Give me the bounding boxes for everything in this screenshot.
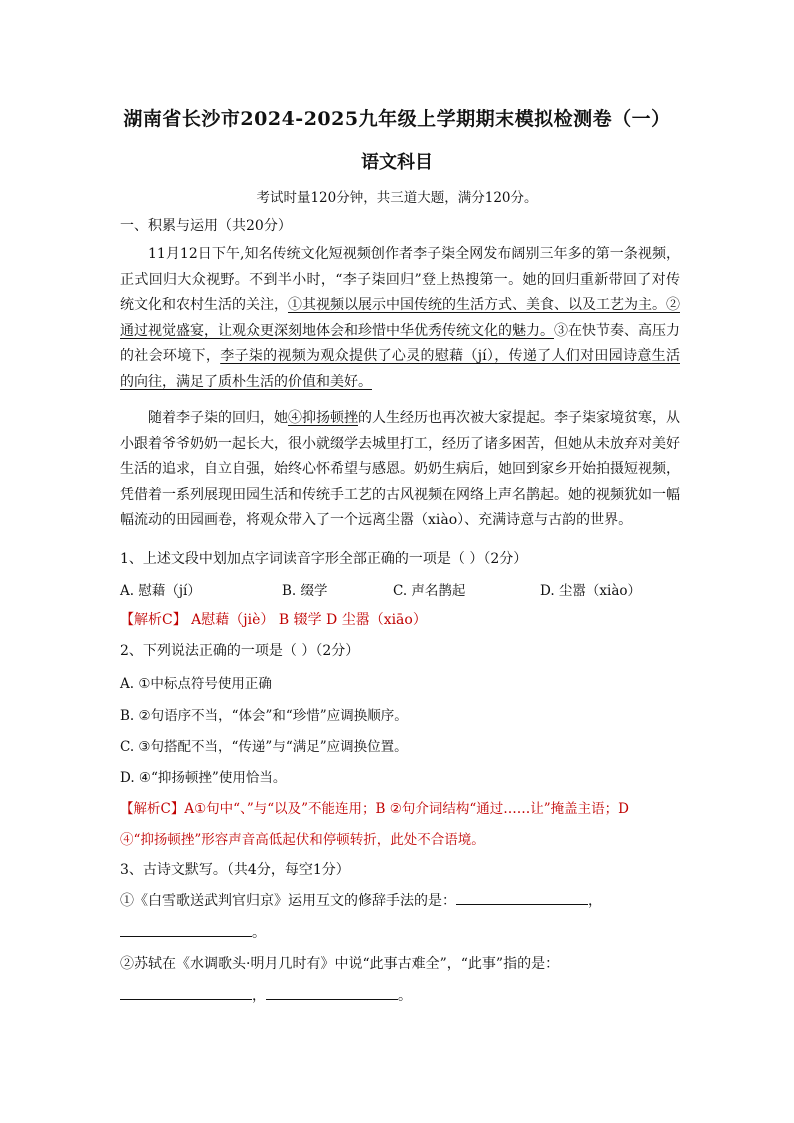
question-2-stem: 2、下列说法正确的一项是（ ）（2分） xyxy=(120,643,360,659)
answer-blank[interactable] xyxy=(266,985,398,1000)
q2-option-d: D. ④“抑扬顿挫”使用恰当。 xyxy=(120,770,287,786)
underlined-sentence: 李子柒的视频为观众提供了心灵的慰藉（jí），传递了人们对田园诗意生活的向往，满足了质朴生活的价值和美好。 xyxy=(120,348,680,390)
page-title: 湖南省长沙市2024-2025九年级上学期期末模拟检测卷（一） xyxy=(123,108,671,130)
passage-text: ③在快节奏、高压力的社会环境下， xyxy=(120,322,680,364)
underlined-sentence: ①其视频以展示中国传统的生活方式、美食、以及工艺为主。②通过视觉盛宴，让观众更深刻地体会和珍惜中华优秀传统文化的魅力。 xyxy=(120,297,680,339)
q1-option-c: C. 声名鹊起 xyxy=(393,583,466,599)
answer-blank[interactable] xyxy=(120,922,252,937)
exam-note: 考试时量120分钟，共三道大题，满分120分。 xyxy=(256,190,538,206)
question-1-stem: 1、上述文段中划加点字词读音字形全部正确的一项是（ ）（2分） xyxy=(120,551,528,567)
q3-item-2: ②苏轼在《水调歌头·明月几时有》中说“此事古难全”，“此事”指的是： xyxy=(120,956,560,972)
passage-text: 11月12日下午,知名传统文化短视频创作者李子柒全网发布阔别三年多的第一条视频，正式回归大众视野。不到半小时，“李子柒回归”登上热搜第一。她的回归重新带回了对传统文化和农村生活的关注， xyxy=(120,246,680,313)
q2-option-b: B. ②句语序不当，“体会”和“珍惜”应调换顺序。 xyxy=(120,708,408,724)
q3-item-1: ①《白雪歌送武判官归京》运用互文的修辞手法的是： ， xyxy=(120,890,602,910)
q2-option-a: A. ①中标点符号使用正确 xyxy=(120,676,272,692)
passage-text: 随着李子柒的回归，她 xyxy=(148,410,288,426)
q3-item-1-text: ①《白雪歌送武判官归京》运用互文的修辞手法的是： xyxy=(120,893,456,909)
answer-blank[interactable] xyxy=(120,985,252,1000)
subject-title: 语文科目 xyxy=(361,152,433,173)
q2-answer-line-2: ④“抑扬顿挫”形容声音高低起伏和停顿转折，此处不合语境。 xyxy=(120,832,485,848)
passage-paragraph-1 xyxy=(120,242,680,395)
section-heading: 一、积累与运用（共20分） xyxy=(120,218,292,234)
q2-option-c: C. ③句搭配不当，“传递”与“满足”应调换位置。 xyxy=(120,739,408,755)
answer-blank[interactable] xyxy=(456,890,588,905)
passage-text: 的人生经历也再次被大家提起。李子柒家境贫寒，从小跟着爷爷奶奶一起长大，很小就缀学去城里打工，经历了诸多困苦，但她从未放弃对美好生活的追求，自立自强，始终心怀希望与感恩。奶奶生病后，她回到家乡开始拍摄短视频，凭借着一系列展现田园生活和传统手工艺的古风视频在网络上声名鹊起。她的视频犹如一幅幅流动的田园画卷，将观众带入了一个远离尘嚣（xiào）、充满诗意与古韵的世界。 xyxy=(120,410,680,528)
underlined-phrase: ④抑扬顿挫 xyxy=(288,410,358,426)
passage-paragraph-2 xyxy=(120,406,680,534)
q1-option-d: D. 尘嚣（xiào） xyxy=(540,583,642,599)
q1-option-a: A. 慰藉（jí） xyxy=(120,583,201,599)
q1-answer: 【解析C】 A慰藉（jiè） B 辍学 D 尘嚣（xiāo） xyxy=(120,612,427,628)
q1-option-b: B. 缀学 xyxy=(282,583,328,599)
question-3-stem: 3、古诗文默写。（共4分，每空1分） xyxy=(120,862,350,878)
q3-item-1-cont: 。 xyxy=(120,922,266,942)
q3-item-2-cont: ， 。 xyxy=(120,985,412,1005)
q2-answer-line-1: 【解析C】A①句中“、”与“以及”不能连用；B ②句介词结构“通过……让”掩盖主语；D xyxy=(120,801,629,817)
